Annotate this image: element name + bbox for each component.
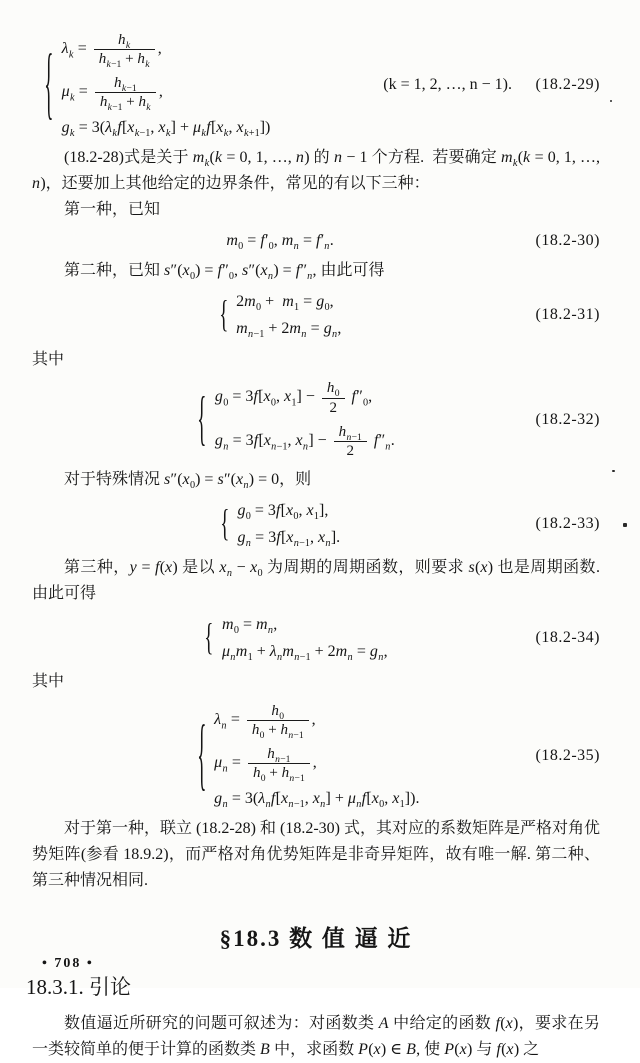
- left-brace-icon: {: [204, 617, 214, 659]
- equation-line: $\lambda_n$ = $\frac{h_0}{h_0 + h_{n-1}}$ ,: [214, 703, 316, 741]
- paragraph-special-case: 对于特殊情况 $s''(x_0) = s''(x_n) = 0$，则: [64, 470, 312, 491]
- equation-lines: [215, 376, 395, 462]
- scan-speck: [623, 523, 627, 527]
- equation-system: [220, 497, 340, 551]
- equation-18-2-35: [32, 699, 600, 812]
- equation-number: (18.2-34): [535, 628, 600, 646]
- equation-lines: [62, 28, 271, 141]
- equation-system: [197, 376, 394, 462]
- paragraph-boundary-conditions: (18.2-28)式是关于 $m_k(k = 0$, 1, …, n) 的 n − 1 个方程. 若要确定 $m_k(k = 0$, 1, …, n)，还要加上其他给定的边界条件，常见的有以下三种：: [32, 149, 600, 193]
- equation-condition: (k = 1, 2, …, n − 1).: [383, 75, 512, 93]
- left-brace-icon: {: [220, 502, 230, 545]
- equation-line: $m_0 = f'_0$, $m_n = f'_n$.: [226, 232, 334, 253]
- equation-line: $m_0 = m_n$,: [221, 615, 278, 636]
- equation-lines: [236, 288, 341, 342]
- equation-line: $\lambda_k$ = $\frac{h_k}{h_{k-1} + h_k}$ ,: [61, 32, 162, 70]
- equation-line: $g_n = 3f[x_{n-1}$, $x_n$].: [237, 528, 341, 549]
- equation-number: (18.2-29): [535, 75, 600, 93]
- equation-number: (18.2-32): [535, 410, 600, 428]
- paragraph-uniqueness: 对于第一种，联立 (18.2-28) 和 (18.2-30) 式，其对应的系数矩阵是严格对角优势矩阵(参看 18.9.2)，而严格对角优势矩阵是非奇异矩阵，故有唯一解. 第二种、第三种情况相同.: [32, 820, 600, 890]
- equation-line: $g_0 = 3f[x_0$, $x_1$],: [237, 501, 329, 522]
- page-number: • 708 •: [42, 956, 94, 971]
- equation-line: $g_0 = 3f[x_0$, $x_1$] − $\frac{h_0}{2}$ $f''_0$,: [214, 380, 373, 416]
- left-brace-icon: {: [218, 294, 228, 337]
- equation-18-2-31: [32, 288, 600, 342]
- equation-18-2-29: [32, 28, 600, 141]
- equation-line: $g_n = 3f[x_{n-1}$, $x_n$] − $\frac{h_{n-1}}{2}$ $f''_n$.: [214, 423, 395, 459]
- equation-line: $g_n = 3(\lambda_nf[x_{n-1}$, $x_n] + \mu_nf[x_0$, $x_1$]).: [214, 790, 420, 811]
- equation-number: (18.2-35): [535, 746, 600, 764]
- paragraph-third-kind: 第三种，y = f(x) 是以 $x_n - x_0$ 为周期的周期函数，则要求 s(x) 也是周期函数. 由此可得: [32, 558, 600, 602]
- subsection-heading-18-3-1: 18.3.1. 引论: [26, 975, 131, 1000]
- equation-system: [197, 699, 420, 812]
- left-brace-icon: {: [197, 386, 207, 453]
- paragraph-intro: 数值逼近所研究的问题可叙述为：对函数类 A 中给定的函数 f(x)，要求在另一类较简单的便于计算的函数类 B 中，求函数 P(x) ∈ B, 使 P(x) 与 f(x) 之: [32, 1015, 600, 1059]
- left-brace-icon: {: [196, 711, 206, 800]
- equation-18-2-30: [32, 227, 600, 254]
- scan-speck: [612, 470, 615, 472]
- equation-system: [219, 288, 342, 342]
- equation-number: (18.2-31): [535, 306, 600, 324]
- equation-lines: [214, 699, 419, 812]
- paragraph-among-1: 其中: [32, 350, 65, 368]
- paragraph-among-2: 其中: [32, 673, 65, 691]
- equation-line: $\mu_k$ = $\frac{h_{k-1}}{h_{k-1} + h_k}$ ,: [61, 75, 163, 113]
- equation-line: $\mu_nm_1 + \lambda_nm_{n-1} + 2m_n = g_n$,: [221, 642, 388, 664]
- equation-line: $\mu_n$ = $\frac{h_{n-1}}{h_0 + h_{n-1}}$ ,: [214, 746, 317, 785]
- left-brace-icon: {: [44, 40, 54, 129]
- equation-number: (18.2-30): [535, 231, 600, 249]
- equation-18-2-34: [32, 611, 600, 665]
- equation-system: [204, 611, 387, 665]
- paragraph-first-kind: 第一种，已知: [64, 201, 161, 219]
- equation-18-2-33: [32, 497, 600, 551]
- scan-speck: [610, 100, 612, 102]
- equation-lines: [222, 611, 388, 665]
- equation-line: $g_k = 3(\lambda_kf[x_{k-1}$, $x_k] + \mu_kf[x_k$, $x_{k+1}$]): [61, 119, 271, 140]
- equation-system: [44, 28, 270, 141]
- equation-number: (18.2-33): [535, 514, 600, 532]
- equation-line: $2m_0 + m_1 = g_0$,: [236, 293, 334, 314]
- equation-lines: [237, 497, 340, 551]
- equation-line: $m_{n-1} + 2m_n = g_n$,: [236, 320, 342, 341]
- equation-18-2-32: [32, 376, 600, 462]
- section-heading-18-3: §18.3 数 值 逼 近: [219, 926, 413, 952]
- paragraph-second-kind: 第二种，已知 $s''(x_0) = f''_0$, $s''(x_n) = f''_n$, 由此可得: [64, 262, 385, 283]
